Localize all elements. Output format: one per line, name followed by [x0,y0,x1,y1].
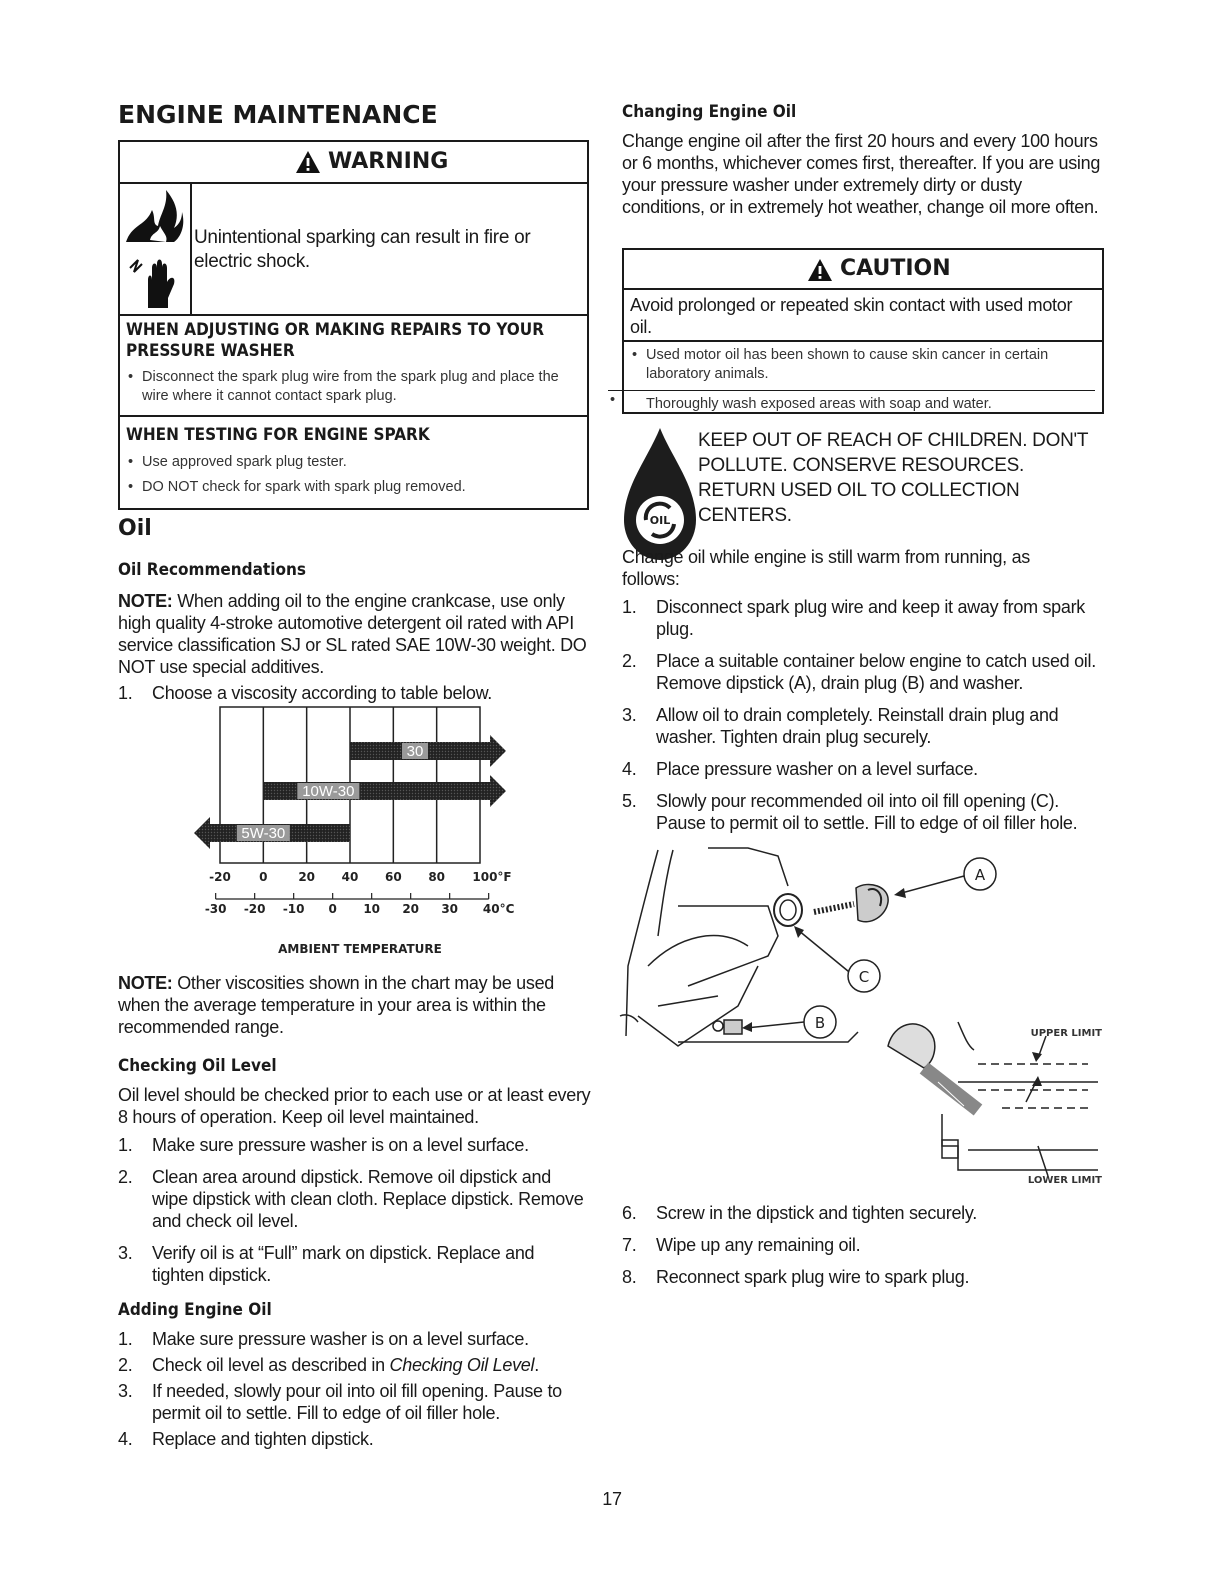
series-label: 30 [406,743,424,760]
note-text: When adding oil to the engine crankcase, use only high quality 4-stroke automotive detergent oil rated with API service classification SJ or SL rated SAE 10W-30 weight. DO NOT use special additives. [118,591,587,677]
list-item: 2. Clean area around dipstick. Remove oil dipstick and wipe dipstick with clean cloth. Replace dipstick. Remove and check oil level. [118,1167,584,1231]
step-text: Wipe up any remaining oil. [656,1235,861,1255]
warning-section-2 [120,415,587,495]
step-text: Place pressure washer on a level surface. [656,759,978,779]
tick-label-c: 0 [328,902,337,916]
bullet-item: • Used motor oil has been shown to cause skin cancer in certain laboratory animals. [630,346,1095,384]
caution-bullets [630,346,1095,414]
warning-section-1 [120,314,587,404]
caution-title: CAUTION [840,256,951,281]
changing-heading: Changing Engine Oil [622,102,797,122]
engine-oil-diagram [618,846,1108,1186]
step-text: Clean area around dipstick. Remove oil dipstick and wipe dipstick with clean cloth. Replace dipstick. Remove and check oil level. [152,1167,584,1231]
warning-title: WARNING [328,149,449,174]
tick-label-f: 60 [384,870,402,884]
warning-triangle-icon [295,150,321,174]
tick-label-c: -30 [204,902,227,916]
changing-lead: Change oil while engine is still warm from running, as follows: [622,547,1030,589]
checking-intro: Oil level should be checked prior to each use or at least every 8 hours of operation. Keep oil level maintained. [118,1085,591,1127]
caution-bullets-section [624,340,1102,412]
oil-drop-label: OIL [649,514,671,527]
chart-ticks-f [209,870,511,884]
series-5W-30 [194,817,350,849]
label-b: B [814,1014,826,1032]
electric-shock-icon [128,246,184,310]
note-2-text: Other viscosities shown in the chart may be used when the average temperature in your area is within the recommended range. [118,973,554,1037]
warning-section-1-heading: WHEN ADJUSTING OR MAKING REPAIRS TO YOUR PRESSURE WASHER [126,320,544,361]
changing-steps-after [622,1202,1104,1298]
list-item: 8. Reconnect spark plug wire to spark plug. [622,1267,970,1287]
step-text: If needed, slowly pour oil into oil fill opening. Pause to permit oil to settle. Fill to edge of oil filler hole. [152,1381,562,1423]
hazard-icon-cell [120,182,192,314]
tick-label-c: 30 [441,902,459,916]
oil-note-2 [118,972,588,1038]
adding-heading: Adding Engine Oil [118,1300,272,1320]
checking-heading: Checking Oil Level [118,1056,277,1076]
series-label: 5W-30 [241,825,286,842]
tick-label-c: -20 [243,902,266,916]
bullet-item: • DO NOT check for spark with spark plug removed. [126,478,581,497]
oil-drop-recycle-icon [620,424,700,564]
tick-label-f: 80 [428,870,446,884]
warning-section-2-bullets [126,453,581,497]
tick-label-f: 100°F [472,870,512,884]
list-item: 2. Check oil level as described in Checking Oil Level. [118,1355,539,1375]
list-item: 1. Make sure pressure washer is on a level surface. [118,1329,529,1349]
list-item: 2. Place a suitable container below engine to catch used oil. Remove dipstick (A), drain plug (B) and washer. [622,651,1096,693]
list-item: 4. Replace and tighten dipstick. [118,1429,374,1449]
list-item: 3. Allow oil to drain completely. Reinstall drain plug and washer. Tighten drain plug securely. [622,705,1059,747]
caution-triangle-icon [807,258,833,282]
recycle-text: KEEP OUT OF REACH OF CHILDREN. DON'T POLLUTE. CONSERVE RESOURCES. RETURN USED OIL TO COLLECTION CENTERS. [698,430,1088,526]
list-item: 3. If needed, slowly pour oil into oil fill opening. Pause to permit oil to settle. Fill to edge of oil filler hole. [118,1381,562,1423]
note-label: NOTE: [118,591,173,611]
caution-box [622,248,1104,414]
warning-box [118,140,589,510]
caution-text: Avoid prolonged or repeated skin contact with used motor oil. [630,295,1073,337]
list-item: 5. Slowly pour recommended oil into oil fill opening (C). Pause to permit oil to settle. Fill to edge of oil filler hole. [622,791,1078,833]
chart-title: AMBIENT TEMPERATURE [278,942,442,956]
note-2-label: NOTE: [118,973,173,993]
step-text: Make sure pressure washer is on a level surface. [152,1329,529,1349]
tick-label-f: -20 [209,870,231,884]
caution-header [624,250,1102,290]
step-text: Replace and tighten dipstick. [152,1429,374,1449]
bullet-item: • Disconnect the spark plug wire from the spark plug and place the wire where it cannot contact spark plug. [126,368,581,406]
step-text: Verify oil is at “Full” mark on dipstick. Replace and tighten dipstick. [152,1243,535,1285]
series-30 [350,735,506,767]
list-item: 4. Place pressure washer on a level surface. [622,759,978,779]
adding-steps [118,1328,588,1460]
warning-section-2-heading: WHEN TESTING FOR ENGINE SPARK [126,425,430,445]
step-text: Choose a viscosity according to table below. [152,683,492,703]
list-item: 3. Verify oil is at “Full” mark on dipstick. Replace and tighten dipstick. [118,1243,535,1285]
changing-steps [622,596,1104,844]
series-label: 10W-30 [302,783,355,800]
step-text: Check oil level as described in Checking Oil Level. [152,1355,539,1375]
oil-recommendations-heading: Oil Recommendations [118,560,306,580]
oil-note [118,590,588,678]
tick-label-c: 20 [402,902,420,916]
changing-intro: Change engine oil after the first 20 hours and every 100 hours or 6 months, whichever comes first, thereafter. If you are using your pressure washer under extremely dirty or dusty conditions, or in extremely hot weather, change oil more often. [622,131,1101,217]
upper-limit-label: UPPER LIMIT [1030,1028,1102,1039]
step-text: Allow oil to drain completely. Reinstall drain plug and washer. Tighten drain plug securely. [656,705,1059,747]
fire-icon [122,184,186,246]
tick-label-c: 10 [363,902,381,916]
page-title: ENGINE MAINTENANCE [118,100,438,129]
list-item: 7. Wipe up any remaining oil. [622,1235,861,1255]
warning-header [120,142,587,184]
tick-label-f: 40 [341,870,359,884]
label-c: C [858,968,870,986]
lower-limit-label: LOWER LIMIT [1027,1175,1102,1186]
oil-heading: Oil [118,516,152,541]
list-item: 1. Disconnect spark plug wire and keep it away from spark plug. [622,597,1086,639]
step-text: Disconnect spark plug wire and keep it away from spark plug. [656,597,1086,639]
cross-reference: Checking Oil Level [389,1355,535,1375]
list-item: 1. Choose a viscosity according to table below. [118,683,492,703]
bullet-item: • Thoroughly wash exposed areas with soap and water. [608,390,1095,414]
hazard-text: Unintentional sparking can result in fire or electric shock. [194,227,531,272]
step-text: Place a suitable container below engine to catch used oil. Remove dipstick (A), drain plug (B) and washer. [656,651,1096,693]
step-text: Make sure pressure washer is on a level surface. [152,1135,529,1155]
viscosity-chart [180,705,560,975]
tick-label-f: 0 [259,870,268,884]
chart-bars [194,735,506,849]
page-number: 17 [602,1489,622,1509]
warning-section-1-bullets [126,368,581,406]
chart-ticks-c [205,893,515,916]
bullet-item: • Use approved spark plug tester. [126,453,581,472]
step-text: Reconnect spark plug wire to spark plug. [656,1267,970,1287]
tick-label-c: 40°C [482,902,515,916]
series-10W-30 [263,775,506,807]
step-text: Screw in the dipstick and tighten securely. [656,1203,977,1223]
label-a: A [974,866,986,884]
tick-label-c: -10 [282,902,305,916]
list-item: 1. Make sure pressure washer is on a level surface. [118,1135,529,1155]
tick-label-f: 20 [298,870,316,884]
checking-steps [118,1134,588,1296]
list-item: 6. Screw in the dipstick and tighten securely. [622,1203,977,1223]
step-text: Slowly pour recommended oil into oil fill opening (C). Pause to permit oil to settle. Fill to edge of oil filler hole. [656,791,1078,833]
